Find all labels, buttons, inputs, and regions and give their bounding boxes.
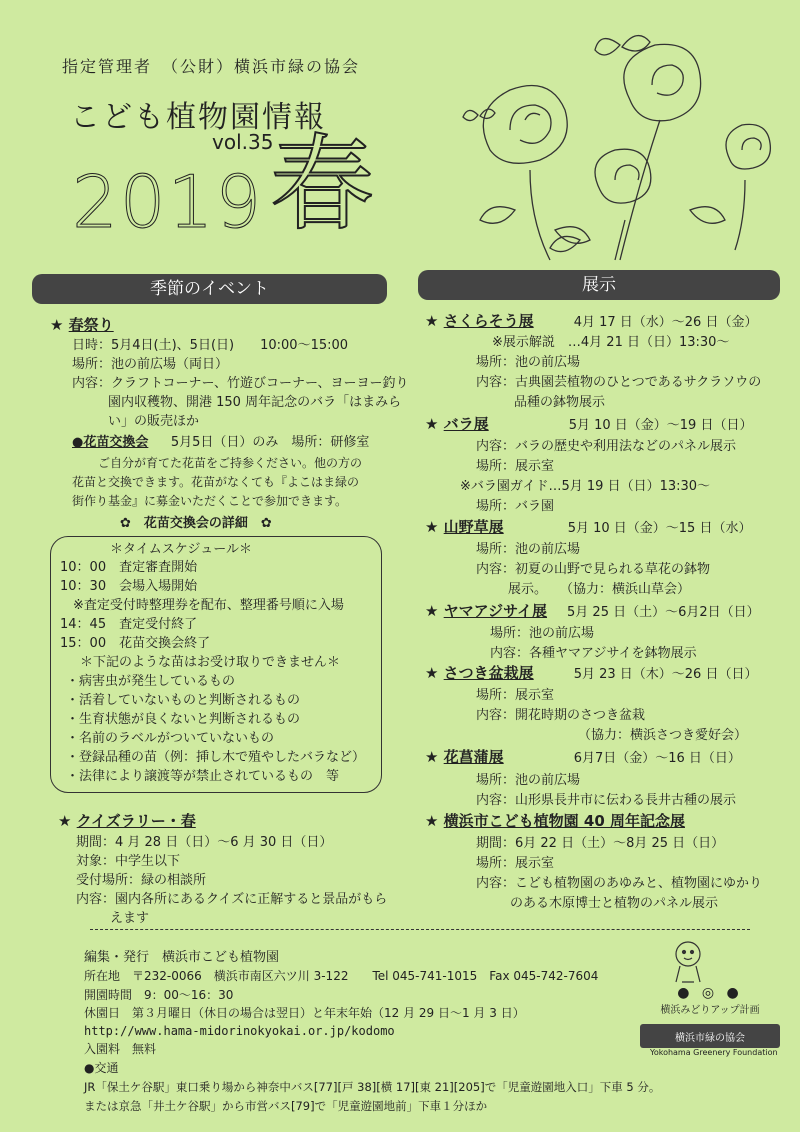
- exhibit-line: 期間：6月 22 日（土）～8月 25 日（日）: [476, 836, 725, 851]
- exhibit-line: 内容：古典園芸植物のひとつであるサクラソウの: [476, 375, 762, 390]
- exhibit-date: 5月 10 日（金）～15 日（水）: [567, 521, 752, 536]
- rose-icon: [726, 124, 770, 169]
- kanae-date: 5月5日（日）のみ 場所：研修室: [170, 435, 370, 450]
- reject-item: ・名前のラベルがついていないもの: [66, 731, 275, 746]
- event-place: 場所：池の前広場（両日）: [72, 357, 229, 372]
- footer-url[interactable]: http://www.hama-midorinokyokai.or.jp/kodomo: [84, 1024, 395, 1038]
- star-icon: ★: [58, 812, 77, 830]
- event-date: 日時：5月4日(土)、5日(日) 10:00～15:00: [72, 338, 349, 353]
- volume-number: vol.35: [212, 130, 274, 154]
- association-logo-en: Yokohama Greenery Foundation: [650, 1048, 778, 1057]
- exhibit-title: 横浜市こども植物園 40 周年記念展: [443, 812, 685, 830]
- star-icon: ★: [425, 748, 444, 766]
- exhibit-sakurasou: [425, 312, 757, 332]
- green-up-text: 横浜みどりアップ計画: [660, 1005, 760, 1016]
- star-icon: ★: [425, 518, 444, 536]
- star-icon: ★: [425, 312, 444, 330]
- exhibit-line: 場所：池の前広場: [490, 626, 595, 641]
- footer-address: 所在地 〒232-0066 横浜市南区六ツ川 3-122 Tel 045-741-1015 Fax 045-742-7604: [84, 969, 599, 983]
- event-content: 内容：クラフトコーナー、竹遊びコーナー、ヨーヨー釣り: [72, 376, 409, 391]
- exhibit-line: 内容：各種ヤマアジサイを鉢物展示: [490, 646, 697, 661]
- haru-matsuri: [50, 314, 114, 335]
- butterfly-icon: [463, 109, 495, 120]
- exhibit-date: 4月 17 日（水）～26 日（金）: [573, 315, 758, 330]
- schedule-row: 15：00 花苗交換会終了: [60, 636, 211, 651]
- exhibit-line: 場所：展示室: [476, 459, 555, 474]
- exhibit-date: 6月7日（金）～16 日（日）: [573, 751, 741, 766]
- exhibit-line: （協力：横浜さつき愛好会）: [578, 728, 748, 743]
- kanae-desc: ご自分が育てた花苗をご持参ください。他の方の: [98, 456, 363, 470]
- newsletter-subtitle: こども植物園情報: [70, 100, 326, 135]
- footer-access: JR「保土ケ谷駅」東口乗り場から神奈中バス[77][戸 38][横 17][東 21][205]で「児童遊園地入口」下車 5 分。: [84, 1080, 661, 1094]
- exhibits-banner: 展示: [418, 270, 780, 300]
- exhibit-date: 5月 23 日（木）～26 日（日）: [573, 667, 758, 682]
- rose-icon: [624, 44, 701, 120]
- rose-illustration: [430, 20, 800, 270]
- reject-item: ・病害虫が発生しているもの: [66, 674, 236, 689]
- association-logo: [640, 1024, 780, 1048]
- kanae-heading: [72, 433, 369, 452]
- schedule-title: ＊タイムスケジュール＊: [110, 542, 252, 557]
- exhibit-line: のある木原博士と植物のパネル展示: [510, 896, 719, 911]
- schedule-row: 14：45 査定受付終了: [60, 617, 198, 632]
- association-logo-text: 横浜市緑の協会: [675, 1032, 745, 1044]
- exhibit-rose: [425, 415, 752, 435]
- quiz-target: 対象：中学生以下: [76, 854, 181, 869]
- exhibit-line: 品種の鉢物展示: [514, 395, 606, 410]
- exhibit-40th: [425, 812, 685, 832]
- exhibit-yamaajisai: [425, 602, 760, 622]
- manager-text: 指定管理者 （公財）横浜市緑の協会: [62, 57, 361, 76]
- kanae-desc: 街作り基金』に募金いただくことで参加できます。: [72, 494, 348, 508]
- exhibit-line: 内容：初夏の山野で見られる草花の鉢物: [476, 562, 711, 577]
- exhibit-hanashoubu: [425, 748, 741, 768]
- event-content-cont2: い」の販売ほか: [108, 414, 200, 429]
- reject-item: ・登録品種の苗（例：挿し木で殖やしたバラなど）: [66, 750, 366, 765]
- footer-editor: 編集・発行 横浜市こども植物園: [84, 950, 280, 965]
- exhibit-title: 花菖蒲展: [443, 748, 504, 766]
- star-icon: ★: [50, 316, 69, 334]
- kanae-detail: ✿ 花苗交換会の詳細 ✿: [120, 516, 272, 531]
- quiz-period: 期間：4 月 28 日（日）～6 月 30 日（日）: [76, 835, 333, 850]
- exhibit-line: 場所：池の前広場: [476, 773, 581, 788]
- exhibit-line: 内容：開花時期のさつき盆栽: [476, 708, 646, 723]
- exhibit-line: 内容：山形県長井市に伝わる長井古種の展示: [476, 793, 737, 808]
- quiz-reception: 受付場所：緑の相談所: [76, 873, 207, 888]
- exhibit-title: ヤマアジサイ展: [443, 602, 548, 620]
- exhibit-title: さくらそう展: [443, 312, 534, 330]
- reject-item: ・生育状態が良くないと判断されるもの: [66, 712, 301, 727]
- exhibit-line: 場所：池の前広場: [476, 355, 581, 370]
- kanae-desc: 花苗と交換できます。花苗がなくても『よこはま緑の: [72, 475, 360, 489]
- exhibit-line: 場所：展示室: [476, 856, 555, 871]
- exhibit-line: 場所：池の前広場: [476, 542, 581, 557]
- event-title: 春祭り: [68, 316, 114, 334]
- exhibit-line: ※展示解説 …4月 21 日（日）13:30～: [492, 335, 730, 350]
- quiz-title: クイズラリー・春: [76, 812, 196, 830]
- year-title: 2019: [72, 160, 264, 244]
- exhibit-title: さつき盆栽展: [443, 664, 534, 682]
- star-icon: ★: [425, 415, 444, 433]
- exhibit-sanyasou: [425, 518, 751, 538]
- exhibit-date: 5月 25 日（土）～6月2日（日）: [567, 605, 760, 620]
- event-content-cont: 園内収穫物、開港 150 周年記念のバラ「はまみら: [108, 395, 402, 410]
- events-banner: 季節のイベント: [32, 274, 387, 304]
- kanae-title: ●花苗交換会: [72, 435, 149, 450]
- star-icon: ★: [425, 664, 444, 682]
- footer-divider: [90, 929, 750, 930]
- star-icon: ★: [425, 812, 444, 830]
- schedule-row: ※査定受付時整理券を配布、整理番号順に入場: [60, 598, 344, 613]
- exhibit-title: 山野草展: [443, 518, 504, 536]
- quiz-heading: [58, 810, 196, 831]
- green-up-icons: ● ◎ ●: [677, 985, 743, 1001]
- exhibit-date: 5月 10 日（金）～19 日（日）: [568, 418, 753, 433]
- quiz-content-cont: えます: [110, 911, 150, 926]
- mascot-icon: [666, 936, 710, 986]
- rose-icon: [483, 86, 567, 164]
- footer-closed: 休園日 第３月曜日（休日の場合は翌日）と年末年始（12 月 29 日～1 月 3 日）: [84, 1006, 525, 1020]
- green-up-logo: [640, 985, 780, 1015]
- footer-fee: 入園料 無料: [84, 1042, 157, 1056]
- quiz-content: 内容：園内各所にあるクイズに正解すると景品がもら: [76, 892, 388, 907]
- exhibit-line: 展示。 （協力：横浜山草会）: [508, 582, 691, 597]
- star-icon: ★: [425, 602, 444, 620]
- exhibit-satsuki: [425, 664, 757, 684]
- exhibit-line: 場所：展示室: [476, 688, 555, 703]
- season-title: 春: [270, 123, 375, 245]
- exhibit-line: ※バラ園ガイド…5月 19 日（日）13:30～: [460, 479, 711, 494]
- exhibit-title: バラ展: [443, 415, 489, 433]
- reject-title: ＊下記のような苗はお受け取りできません＊: [80, 655, 341, 670]
- reject-item: ・活着していないものと判断されるもの: [66, 693, 301, 708]
- schedule-row: 10：30 会場入場開始: [60, 579, 198, 594]
- butterfly-icon: [595, 36, 650, 55]
- reject-item: ・法律により譲渡等が禁止されているもの 等: [66, 769, 340, 784]
- schedule-row: 10：00 査定審査開始: [60, 560, 198, 575]
- footer-access: または京急「井土ケ谷駅」から市営バス[79]で「児童遊園地前」下車１分ほか: [84, 1099, 488, 1113]
- exhibit-line: 場所：バラ園: [476, 499, 555, 514]
- exhibit-line: 内容：バラの歴史や利用法などのパネル展示: [476, 439, 737, 454]
- footer-access-title: ●交通: [84, 1061, 119, 1075]
- footer-hours: 開園時間 9：00～16：30: [84, 988, 234, 1002]
- exhibit-line: 内容：こども植物園のあゆみと、植物園にゆかり: [476, 876, 763, 891]
